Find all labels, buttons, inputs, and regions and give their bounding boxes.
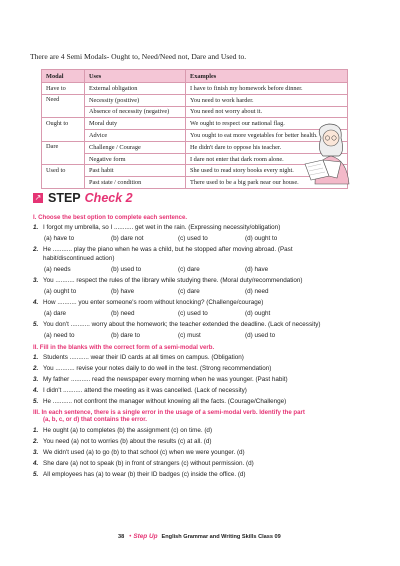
question-text: You need (a) not to worries (b) about the results (c) at all. (d) — [43, 438, 212, 445]
table-cell: Past state / condition — [85, 177, 186, 189]
table-cell: Used to — [42, 165, 85, 189]
question-text: How ........... you enter someone's room without knocking? (Challenge/courage) — [43, 299, 264, 306]
table-cell: Past habit — [85, 165, 186, 177]
option: (b) need — [111, 310, 135, 317]
section-title: I. Choose the best option to complete each sentence. — [33, 214, 188, 221]
table-cell: Dare — [42, 141, 85, 165]
option: (c) must — [178, 332, 201, 339]
question-number: 1. — [33, 354, 39, 361]
table-cell: I dare not enter that dark room alone. — [186, 153, 348, 165]
question-item — [33, 277, 363, 285]
question-number: 4. — [33, 460, 39, 467]
question-number: 2. — [33, 365, 39, 372]
option: (a) have to — [44, 235, 75, 242]
options-row — [44, 288, 312, 295]
question-text: All employees has (a) to wear (b) their ID badges (c) inside the office. (d) — [43, 471, 246, 478]
table-cell: I have to finish my homework before dinner. — [186, 83, 348, 95]
option: (a) need to — [44, 332, 75, 339]
table-cell: Moral duty — [85, 118, 186, 130]
question-text: He ........... play the piano when he was a child, but he stopped after moving abroad. (Past — [43, 246, 293, 253]
table-cell: External obligation — [85, 83, 186, 95]
question-item — [33, 471, 363, 479]
question-text: He ........... not confront the manager without knowing all the facts. (Courage/Challenge) — [43, 398, 287, 405]
table-cell: Need — [42, 94, 85, 118]
question-item — [33, 387, 363, 395]
question-number: 5. — [33, 398, 39, 405]
arrow-up-right-icon: ↗ — [34, 193, 42, 202]
table-cell: There used to be a big park near our house. — [186, 177, 348, 189]
table-cell: Necessity (positive) — [85, 94, 186, 106]
table-cell: Absence of necessity (negative) — [85, 106, 186, 118]
page-number: 38 — [118, 533, 125, 540]
question-item — [33, 354, 363, 362]
question-text: I forgot my umbrella, so I ........... get wet in the rain. (Expressing necessity/obligation) — [43, 224, 281, 231]
section-title: III. In each sentence, there is a single error in the usage of a semi-modal verb. Identify the part — [33, 409, 305, 416]
reading-woman-illustration — [301, 120, 361, 186]
step-word: STEP — [48, 191, 81, 205]
question-item — [33, 321, 363, 329]
question-item — [33, 365, 363, 373]
options-row — [44, 332, 312, 339]
question-number: 2. — [33, 438, 39, 445]
option: (d) ought to — [245, 235, 278, 242]
option: (c) dare — [178, 288, 200, 295]
option: (b) used to — [111, 266, 142, 273]
option: (d) used to — [245, 332, 276, 339]
option: (b) dare to — [111, 332, 141, 339]
question-item — [33, 460, 363, 468]
options-row — [44, 266, 312, 273]
question-number: 2. — [33, 246, 39, 253]
question-text: You don't ........... worry about the homework; the teacher extended the deadline. (Lack of necessity) — [43, 321, 321, 328]
step-check-heading — [33, 191, 133, 205]
options-row — [44, 310, 312, 317]
question-text: My father ........... read the newspaper every morning when he was younger. (Past habit) — [43, 376, 288, 383]
question-text: I didn't ........... attend the meeting as it was cancelled. (Lack of necessity) — [43, 387, 247, 394]
question-number: 3. — [33, 376, 39, 383]
table-cell: Challenge / Courage — [85, 141, 186, 153]
option: (d) ought — [245, 310, 271, 317]
question-text-continued: habit/discontinued action) — [43, 255, 115, 262]
option: (c) used to — [178, 235, 208, 242]
option: (a) dare — [44, 310, 67, 317]
brand-logo: Step Up — [133, 533, 158, 540]
table-row — [42, 106, 348, 118]
intro-text: There are 4 Semi Modals- Ought to, Need/Need not, Dare and Used to. — [30, 52, 247, 61]
question-item — [33, 427, 363, 435]
question-number: 3. — [33, 277, 39, 284]
question-item — [33, 299, 363, 307]
option: (d) need — [245, 288, 269, 295]
option: (a) ought to — [44, 288, 77, 295]
option: (c) dare — [178, 266, 200, 273]
question-text: Students ........... wear their ID cards at all times on campus. (Obligation) — [43, 354, 244, 361]
option: (a) needs — [44, 266, 71, 273]
question-text: We didn't used (a) to go (b) to that school (c) when we were younger. (d) — [43, 449, 245, 456]
question-item — [33, 224, 363, 232]
table-cell: Negative form — [85, 153, 186, 165]
column-header: Uses — [85, 70, 186, 83]
option: (b) have — [111, 288, 135, 295]
question-number: 4. — [33, 299, 39, 306]
table-row — [42, 94, 348, 106]
option: (c) used to — [178, 310, 208, 317]
table-cell: We ought to respect our national flag. — [186, 118, 348, 130]
question-item — [33, 438, 363, 446]
question-item — [33, 398, 363, 406]
question-text: She dare (a) not to speak (b) in front of strangers (c) without permission. (d) — [43, 460, 254, 467]
question-number: 1. — [33, 224, 39, 231]
section-title: II. Fill in the blanks with the correct form of a semi-modal verb. — [33, 344, 215, 351]
bullet-icon: • — [129, 533, 132, 540]
table-cell: You need to work harder. — [186, 94, 348, 106]
question-number: 1. — [33, 427, 39, 434]
question-text: You ........... revise your notes daily to do well in the test. (Strong recommendation) — [43, 365, 272, 372]
table-cell: You need not worry about it. — [186, 106, 348, 118]
option: (b) dare not — [111, 235, 144, 242]
check-label: Check 2 — [84, 191, 133, 205]
table-cell: He didn't dare to oppose his teacher. — [186, 141, 348, 153]
options-row — [44, 235, 312, 242]
option: (d) have — [245, 266, 269, 273]
table-cell: She used to read story books every night. — [186, 165, 348, 177]
question-number: 5. — [33, 471, 39, 478]
question-number: 4. — [33, 387, 39, 394]
table-cell: Ought to — [42, 118, 85, 142]
question-item — [33, 246, 363, 254]
question-item — [33, 376, 363, 384]
section-title-continued: (a, b, c, or d) that contains the error. — [43, 416, 147, 423]
column-header: Examples — [186, 70, 348, 83]
question-number: 3. — [33, 449, 39, 456]
table-header-row — [42, 70, 348, 83]
table-cell: Advice — [85, 130, 186, 142]
column-header: Modal — [42, 70, 85, 83]
table-cell: Have to — [42, 83, 85, 95]
question-number: 5. — [33, 321, 39, 328]
page-footer — [118, 533, 281, 540]
book-title: English Grammar and Writing Skills Class 09 — [161, 533, 281, 540]
table-row — [42, 83, 348, 95]
question-text: He ought (a) to completes (b) the assignment (c) on time. (d) — [43, 427, 213, 434]
question-item — [33, 449, 363, 457]
question-text: You ........... respect the rules of the library while studying there. (Moral duty/recommendation) — [43, 277, 303, 284]
table-cell: You ought to eat more vegetables for better health. — [186, 130, 348, 142]
